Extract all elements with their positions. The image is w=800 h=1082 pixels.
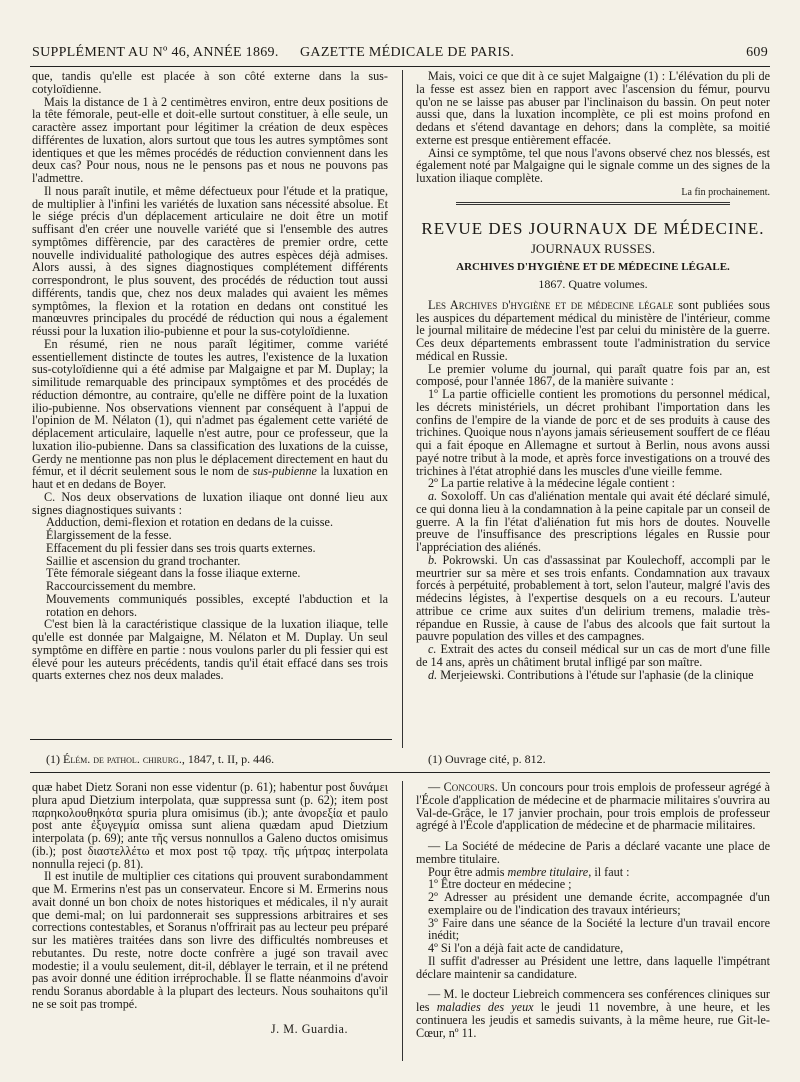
paragraph: — La Société de médecine de Paris a déclaré vacante une place de membre titulaire. <box>416 839 770 866</box>
paragraph: Ainsi ce symptôme, tel que nous l'avons observé chez nos blessés, est également noté par Malgaigne qui le signale comme un des signes de la luxation iliaque complète. <box>416 145 770 185</box>
sign-item: Mouvements communiqués possibles, excepté l'abduction et la rotation en dehors. <box>46 591 388 619</box>
condition-item: 3º Faire dans une séance de la Société la lecture d'un travail encore inédit; <box>428 915 770 943</box>
sign-item: Adduction, demi-flexion et rotation en dedans de la cuisse. <box>46 515 334 530</box>
paragraph: 1º La partie officielle contient les promotions du personnel médical, les décrets ministériels, un décret prohibant l'importation dans les confins de l'empire de la viande de porc et de ses produits à cause des trichines. Quoique nous n'ayons jamais sérieusement souffert de ce fléau qui a fait époque en Allemagne et surtout à Berlin, nous avons aussi payé notre tribut à la mode, et après force investigations on a trouvé des trichines à l'état atrophié dans les muscles d'une vieille femme. <box>416 387 770 478</box>
section-rule <box>456 202 730 205</box>
sign-item: Effacement du pli fessier dans ses trois quarts externes. <box>46 540 316 555</box>
sign-item: Raccourcissement du membre. <box>46 579 196 593</box>
paragraph: Il est inutile de multiplier ces citations qui prouvent surabondamment que M. Ermerins n'est pas un conservateur. Encore si M. Ermerins nous avait donné un bon choix de notes historiques et médicales, il n'y aurait que demi-mal; on lui pardonnerait ses suppressions arbitraires et ses corrections contestables, et Soranus n'offrirait pas au lecteur peu préparé sur les matières traitées dans son livre des difficultés nombreuses et rebutantes. Du reste, notre docte confrère a jugé son travail avec modestie; il a voulu seulement, dit-il, déblayer le terrain, et il ne prétend pas avoir donné une édition irréprochable. Il se flatte néanmoins d'avoir rendu Soranus abordable à la plupart des lecteurs. Nous souhaitons qu'il ne se soit pas trompé. <box>32 869 388 1011</box>
signature: J. M. Guardia. <box>270 1021 348 1036</box>
bottom-right-column <box>416 781 770 1039</box>
paragraph: Mais, voici ce que dit à ce sujet Malgaigne (1) : L'élévation du pli de la fesse est assez bien en rapport avec l'ascension du fémur, pourvu qu'on ne se laisse pas abuser par l'inclinaison du bassin. On peut noter aussi que, dans la luxation incomplète, ce pli est moins profond en dedans et s'étend davantage en dehors; dans la complète, sa moitié externe est presque entièrement effacée. <box>416 69 770 147</box>
right-column <box>416 70 770 681</box>
condition-item: 4º Si l'on a déjà fait acte de candidature, <box>428 941 624 955</box>
sign-item: Tête fémorale siégeant dans la fosse iliaque externe. <box>46 566 301 581</box>
paragraph: En résumé, rien ne nous paraît légitimer, comme variété essentiellement distincte de toutes les autres, l'existence de la luxation sus-cotyloïdienne qui a été admise par Malgaigne et par M. Duplay; la similitude remarquable des principaux symptômes et des procédés de réduction démontre, au contraire, qu'elle ne diffère point de la luxation ilio-pubienne. Nos observations viennent par conséquent à l'appui de l'opinion de M. Nélaton (1), qui n'admet pas également cette variété de déplacement articulaire, laquelle n'est autre, pour ce professeur, que la luxation ilio-pubienne. Dans sa classification des luxations de la cuisse, Gerdy ne mentionne pas non plus le déplacement directement en haut du fémur, et il décrit seulement sous le nom de sus-pubienne la luxation en haut et en dedans de Boyer. <box>32 336 389 491</box>
condition-item: 2º Adresser au président une demande écrite, accompagnée d'un exemplaire ou de l'indication des travaux intérieurs; <box>428 890 770 917</box>
paragraph: — Concours. Un concours pour trois emplois de professeur agrégé à l'École d'application de médecine et de pharmacie militaires s'ouvrira au Val-de-Grâce, le 17 janvier prochain, pour trois emplois de professeur agrégé à l'École d'application de médecine et de pharmacie militaires. <box>416 780 771 833</box>
paragraph: Le premier volume du journal, qui paraît quatre fois par an, est composé, pour l'année 1867, de la manière suivante : <box>416 361 770 389</box>
column-divider <box>402 781 403 1061</box>
list-item: a. Soxoloff. Un cas d'aliénation mentale qui avait été déclaré simulé, ce qui donna lieu à la condamnation à la peine capitale par un conseil de guerre. A la fin l'état d'aliénation fut mis hors de doutes. Nouvelle preuve de l'insuffisance des prescriptions légales en Russie pour l'appréciation des aliénés. <box>416 489 770 554</box>
header-journal-title: GAZETTE MÉDICALE DE PARIS. <box>300 45 515 60</box>
to-be-continued: La fin prochainement. <box>681 186 770 198</box>
list-item: c. Extrait des actes du conseil médical sur un cas de mort d'une fille de 14 ans, après un châtiment brutal infligé par son maître. <box>416 642 770 669</box>
list-item: b. Pokrowski. Un cas d'assassinat par Koulechoff, accompli par le meurtrier sur sa mère et ses trois enfants. Condamnation aux travaux forcés à perpétuité, probablement à tort, selon l'auteur, malgré l'avis des médecins légistes, à l'expertise desquels on a eu recours. L'auteur attribue ce crime aux suites d'un delirium tremens, maladie très-répandue en Russie, à cause de l'abus des alcools que fait surtout la pauvre population des villes et des campagnes. <box>416 552 770 644</box>
paragraph: C'est bien là la caractéristique classique de la luxation iliaque, telle qu'elle est donnée par Malgaigne, M. Nélaton et M. Duplay. Un seul symptôme en diffère en partie : nous voulons parler du pli fessier qui est élevé pour les auteurs précédents, tandis qu'il était effacé dans ses trois quarts externes chez nos deux malades. <box>32 617 388 683</box>
paragraph: — M. le docteur Liebreich commencera ses conférences cliniques sur les maladies des yeux le jeudi 11 novembre, à une heure, et les continuera les jeudis et samedis suivants, à la même heure, rue Git-le-Cœur, nº 11. <box>416 987 771 1040</box>
footnote-right: (1) Ouvrage cité, p. 812. <box>428 752 546 766</box>
paragraph: que, tandis qu'elle est placée à son côté externe dans la sus-cotyloïdienne. <box>32 69 388 96</box>
bottom-left-column <box>32 781 388 1035</box>
paragraph: quæ habet Dietz Sorani non esse videntur (p. 61); habentur post δυνάμει plura apud Dietzium interpolata, quæ suppressa sunt (p. 62); item post παρηκολουθηκότα spuria plura omisimus (ib.); ante ἀνορεξία et paulo post ante ἐξυγεγμία omissa sunt aliena quædam apud Dietzium interpolata (p. 69); ante τῆς versus nonnullos a Galeno ductos omisimus (ib.); post διαστελλέτω et mox post τῷ τραχ. τῆς μήτρας interpolata nonnulla rejeci (p. 81). <box>32 780 388 871</box>
journal-name: ARCHIVES D'HYGIÈNE ET DE MÉDECINE LÉGALE. <box>456 261 730 274</box>
paragraph: Il suffit d'adresser au Président une lettre, dans laquelle l'impétrant déclare maintenir sa candidature. <box>416 953 770 981</box>
left-column <box>32 70 388 682</box>
paragraph: Il nous paraît inutile, et même défectueux pour l'étude et la pratique, de multiplier à l'infini les variétés de luxation sans nécessité absolue. Et le siége précis d'un déplacement articulaire ne doit être un motif suffisant d'en créer une nouvelle variété que si l'ensemble des autres symptômes diffèrencie, par des caractères de premier ordre, cette nouvelle individualité pathologique des autres espèces déjà admises. Alors aussi, à des signes diagnostiques complétement différents correspondront, le plus souvent, des procédés de réduction tout aussi différents, tandis que, chez nos deux malades qui avaient les mêmes symptômes, la flexion et la rotation en dedans ont constitué les manœuvres principales du procédé de réduction qui nous a également réussi pour la luxation ilio-pubienne et pour la sus-cotyloïdienne. <box>32 183 388 338</box>
journal-year: 1867. Quatre volumes. <box>538 277 648 291</box>
sign-item: Élargissement de la fesse. <box>46 528 172 542</box>
column-divider <box>402 70 403 748</box>
section-title: REVUE DES JOURNAUX DE MÉDECINE. <box>421 218 765 238</box>
paragraph: C. Nos deux observations de luxation iliaque ont donné lieu aux signes diagnostiques suivants : <box>32 489 388 517</box>
list-item: d. Merjeiewski. Contributions à l'étude sur l'aphasie (de la clinique <box>428 667 754 682</box>
paragraph: Mais la distance de 1 à 2 centimètres environ, entre deux positions de la tête fémorale, peut-elle et doit-elle surtout constituer, à elle seule, un caractère assez important pour légitimer la création de deux espèces différentes de luxation, alors surtout que tous les autres symptômes sont identiques et que les mêmes procédés de réduction conviennent dans les deux cas? Pour nous, nous ne le pensons pas et nous ne pouvons pas l'admettre. <box>32 94 388 185</box>
paragraph: Les Archives d'hygiène et de médecine légale sont publiées sous les auspices du département médical du ministère de l'intérieur, comme le journal militaire de médecine l'est par celui du ministère de la guerre. Ces deux départements embrassent toute l'administration du service médical en Russie. <box>416 297 771 363</box>
header-page-number: 609 <box>746 45 768 60</box>
page-header <box>32 45 768 65</box>
subsection-title: JOURNAUX RUSSES. <box>530 240 656 256</box>
paragraph: 2º La partie relative à la médecine légale contient : <box>428 476 676 491</box>
footnote-left: (1) Élém. de pathol. chirurg., 1847, t. II, p. 446. <box>46 752 275 766</box>
paragraph: Pour être admis membre titulaire, il faut : <box>428 864 630 879</box>
condition-item: 1º Être docteur en médecine ; <box>428 877 572 892</box>
header-rule <box>30 66 770 67</box>
header-supplement: SUPPLÉMENT AU Nº 46, ANNÉE 1869. <box>32 45 279 60</box>
section-separator <box>30 772 770 773</box>
sign-item: Saillie et ascension du grand trochanter. <box>46 553 241 568</box>
footnote-rule-left <box>30 739 392 740</box>
